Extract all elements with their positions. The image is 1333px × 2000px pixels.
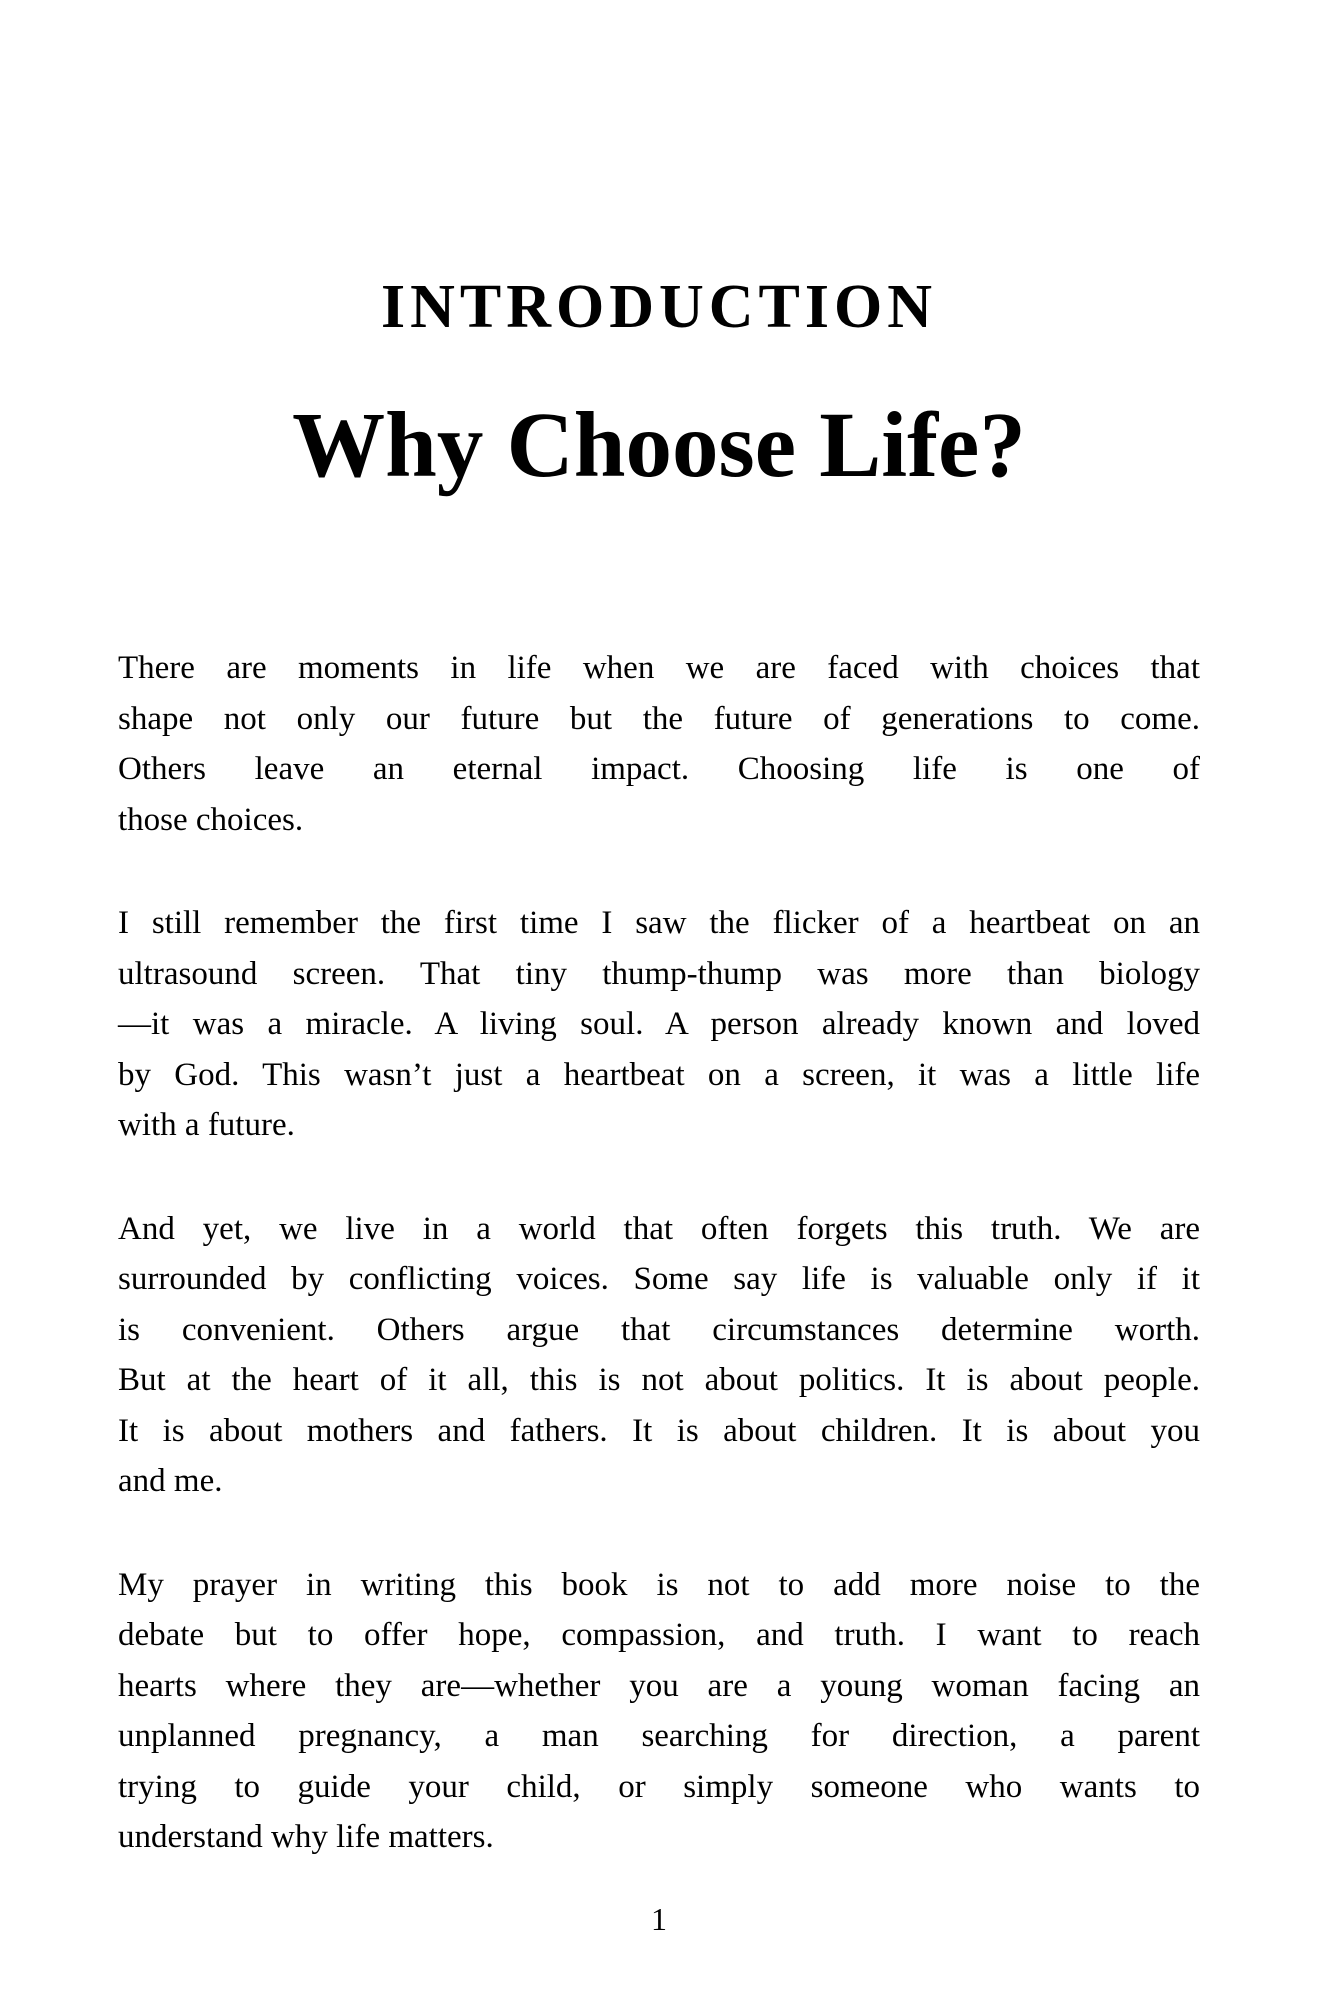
text-line: is convenient. Others argue that circumstances determine worth. [118,1311,1200,1348]
text-line: My prayer in writing this book is not to add more noise to the [118,1566,1200,1603]
text-line: debate but to offer hope, compassion, and truth. I want to reach [118,1617,1200,1653]
page-number: 1 [651,1900,667,1937]
text-line: It is about mothers and fathers. It is about children. It is about you [118,1412,1200,1449]
paragraph [118,898,1200,1151]
text-line: understand why life matters. [118,1819,494,1855]
chapter-title: Why Choose Life? [292,394,1026,497]
body-text [118,643,1200,1863]
paragraph [118,1204,1200,1507]
text-line: ultrasound screen. That tiny thump-thump was more than biology [118,955,1200,992]
text-line: and me. [118,1463,223,1499]
text-line: with a future. [118,1107,295,1143]
paragraph [118,643,1200,845]
text-line: Others leave an eternal impact. Choosing life is one of [118,751,1200,787]
text-line: There are moments in life when we are faced with choices that [118,650,1200,686]
paragraph [118,1560,1200,1863]
text-line: I still remember the first time I saw the flicker of a heartbeat on an [118,905,1200,941]
text-line: those choices. [118,801,304,838]
text-line: trying to guide your child, or simply someone who wants to [118,1768,1200,1805]
text-line: And yet, we live in a world that often forgets this truth. We are [118,1210,1200,1247]
text-line: —it was a miracle. A living soul. A person already known and loved [118,1006,1200,1042]
text-line: unplanned pregnancy, a man searching for direction, a parent [118,1718,1200,1754]
chapter-kicker: INTRODUCTION [380,273,938,341]
text-line: hearts where they are—whether you are a young woman facing an [118,1667,1200,1704]
text-line: shape not only our future but the future of generations to come. [118,700,1200,737]
text-line: surrounded by conflicting voices. Some say life is valuable only if it [118,1261,1200,1297]
text-line: by God. This wasn’t just a heartbeat on a screen, it was a little life [118,1056,1200,1093]
text-line: But at the heart of it all, this is not about politics. It is about people. [118,1362,1200,1398]
